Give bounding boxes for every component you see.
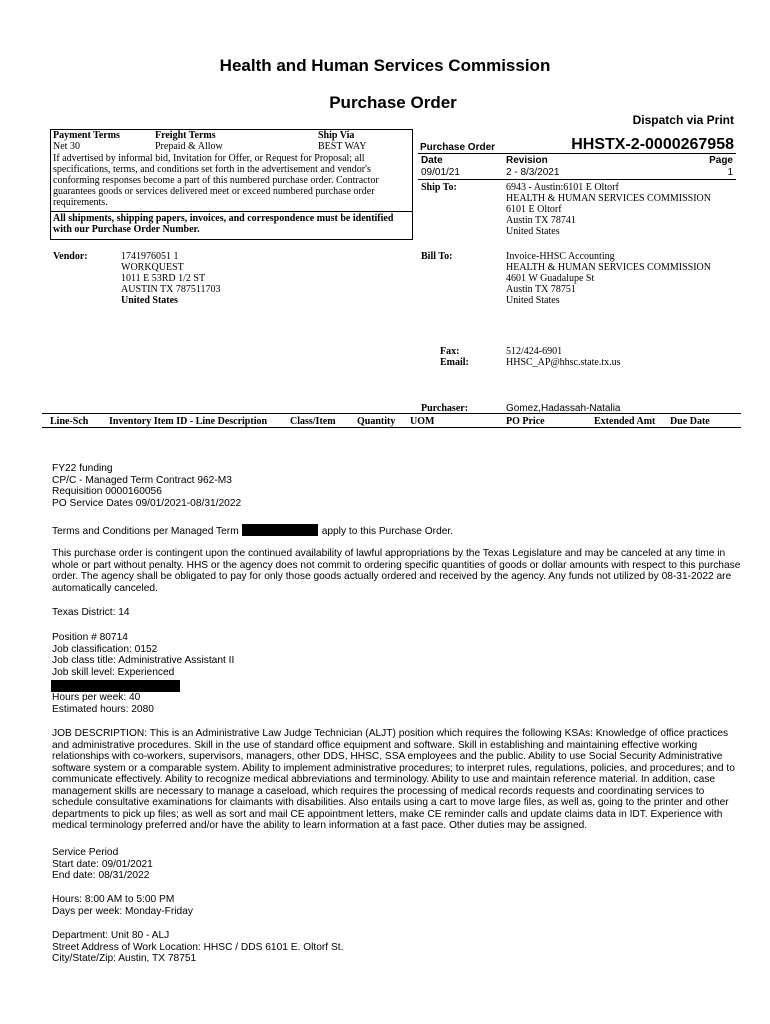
vendor-label: Vendor: xyxy=(53,251,88,262)
date-value: 09/01/21 xyxy=(421,167,460,178)
column-rule-top xyxy=(42,413,741,414)
shipments-notice: All shipments, shipping papers, invoices, and correspondence must be identified with our Purchase Order Number. xyxy=(53,213,394,235)
fax-label: Fax: xyxy=(440,346,460,357)
service-period-block: Service Period Start date: 09/01/2021 End date: 08/31/2022 xyxy=(52,847,153,881)
freight-terms-label: Freight Terms xyxy=(155,130,216,141)
terms-conditions-line: Terms and Conditions per Managed Term apply to this Purchase Order. xyxy=(52,526,454,537)
col-class-item: Class/Item xyxy=(290,416,336,427)
job-description: JOB DESCRIPTION: This is an Administrative Law Judge Technician (ALJT) position which requires the following KSAs: Knowledge of office practices and administrative procedures. Skill in the use of standard office equipment and software. Skill in establishing and maintaining effective working relationships with co-workers, supervisors, managers, other DDS, HHSC, SSA employees and the public. Ability to use Social Security Administrative software system or a comparable system. Ability to implement administrative procedures; to interpret rules, regulations, policies, and procedures; and to communicate effectively. Ability to recognize medical abbreviations and terminology. Ability to use and maintain reference material. In addition, case management skills are necessary to manage a caseload, which requires the processing of medical records requests and coordinating services to schedule consultative examinations for claimants with disabilities. Also entails using a cart to move large files, as well as, going to the printer and other departments to pick up files; as well as sort and mail CE appointment letters, make CE reminder calls and update claims data in IDT. Experience with medical terminology preferred and/or have the ability to learn information at a fast pace. Other duties may be assigned. xyxy=(52,728,735,831)
dispatch-label: Dispatch via Print xyxy=(632,113,734,127)
org-title: Health and Human Services Commission xyxy=(219,56,551,75)
po-number: HHSTX-2-0000267958 xyxy=(571,136,734,153)
redacted-contract xyxy=(242,524,318,536)
fax-value: 512/424-6901 xyxy=(506,346,563,357)
bill-to-label: Bill To: xyxy=(421,251,453,262)
ship-to-label: Ship To: xyxy=(421,182,457,193)
position-block: Position # 80714 Job classification: 0152 Job class title: Administrative Assistant II Job skill level: Experienced xyxy=(52,632,235,678)
department-block: Department: Unit 80 - ALJ Street Address of Work Location: HHSC / DDS 6101 E. Oltorf St. City/State/Zip: Austin, TX 78751 xyxy=(52,930,344,964)
redacted-line xyxy=(51,680,180,692)
po-label: Purchase Order xyxy=(420,142,496,153)
vendor-address: 1741976051 1 WORKQUEST 1011 E 53RD 1/2 ST AUSTIN TX 787511703 United States xyxy=(121,251,221,306)
funding-block: FY22 funding CP/C - Managed Term Contract 962-M3 Requisition 0000160056 PO Service Dates 09/01/2021-08/31/2022 xyxy=(52,463,242,509)
email-label: Email: xyxy=(440,357,469,368)
revision-label: Revision xyxy=(506,155,548,166)
email-value: HHSC_AP@hhsc.state.tx.us xyxy=(506,357,621,368)
purchaser-label: Purchaser: xyxy=(421,403,469,414)
payment-terms-label: Payment Terms xyxy=(53,130,120,141)
po-rule-top xyxy=(418,153,736,154)
purchaser-name: Gomez,Hadassah-Natalia xyxy=(506,403,621,414)
column-rule-bottom xyxy=(42,427,741,428)
bill-to-address: Invoice-HHSC Accounting HEALTH & HUMAN SERVICES COMMISSION 4601 W Guadalupe St Austin TX 78751 United States xyxy=(506,251,711,306)
col-extended-amt: Extended Amt xyxy=(594,416,656,427)
ship-via-label: Ship Via xyxy=(318,130,355,141)
advertised-terms-text: If advertised by informal bid, Invitation for Offer, or Request for Proposal; all specifications, terms, and conditions set forth in the advertisement and vendor's conforming responses become a part of this numbered purchase order. Contractor guarantees goods or services delivered meet or exceed numbered purchase order requirements. xyxy=(53,153,379,208)
col-uom: UOM xyxy=(410,416,435,427)
contingent-paragraph: This purchase order is contingent upon the continued availability of lawful appropriations by the Texas Legislature and may be canceled at any time in whole or part without penalty. HHS or the agency does not commit to ordering specific quantities of goods or dollar amounts with respect to this purchase order. The agency shall be obligated to pay for only those goods actually ordered and received by the agency. Any funds not utilized by 08-31-2022 are automatically canceled. xyxy=(52,548,741,594)
schedule-block: Hours: 8:00 AM to 5:00 PM Days per week: Monday-Friday xyxy=(52,894,193,917)
hours-block: Hours per week: 40 Estimated hours: 2080 xyxy=(52,692,154,715)
revision-value: 2 - 8/3/2021 xyxy=(506,167,560,178)
ship-to-address: 6943 - Austin:6101 E Oltorf HEALTH & HUMAN SERVICES COMMISSION 6101 E Oltorf Austin TX 78741 United States xyxy=(506,182,711,237)
payment-terms-value: Net 30 xyxy=(53,141,80,152)
document-title: Purchase Order xyxy=(329,93,457,112)
terms-divider xyxy=(50,211,413,212)
texas-district: Texas District: 14 xyxy=(52,607,130,618)
po-rule-bottom xyxy=(418,179,736,180)
col-quantity: Quantity xyxy=(357,416,396,427)
col-item-description: Inventory Item ID - Line Description xyxy=(109,416,268,427)
page-value: 1 xyxy=(727,167,733,178)
page-label: Page xyxy=(709,155,733,166)
col-due-date: Due Date xyxy=(670,416,710,427)
ship-via-value: BEST WAY xyxy=(318,141,367,152)
col-line-sch: Line-Sch xyxy=(50,416,89,427)
col-po-price: PO Price xyxy=(506,416,545,427)
date-label: Date xyxy=(421,155,443,166)
freight-terms-value: Prepaid & Allow xyxy=(155,141,223,152)
